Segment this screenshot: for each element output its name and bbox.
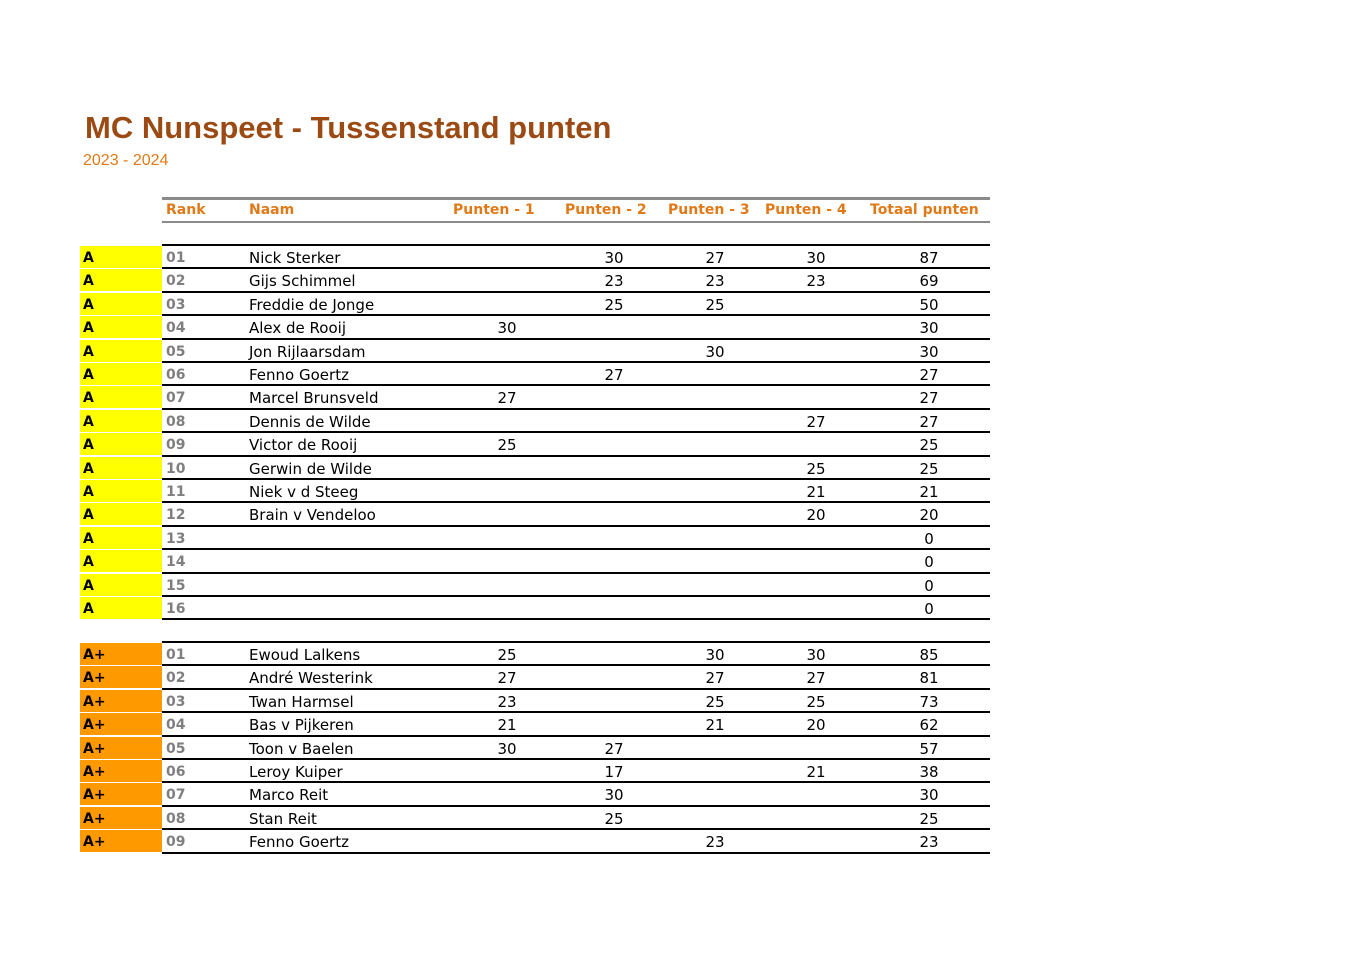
naam-cell: Leroy Kuiper bbox=[249, 763, 343, 781]
row-border bbox=[162, 688, 990, 690]
totaal-cell: 81 bbox=[919, 669, 939, 687]
naam-cell: Victor de Rooij bbox=[249, 436, 358, 454]
class-cell: A+ bbox=[80, 713, 162, 735]
totaal-cell: 69 bbox=[919, 272, 939, 290]
naam-cell: Niek v d Steeg bbox=[249, 483, 359, 501]
punten-3-cell: 27 bbox=[705, 249, 725, 267]
row-border bbox=[162, 548, 990, 550]
totaal-cell: 62 bbox=[919, 716, 939, 734]
naam-cell: Gerwin de Wilde bbox=[249, 460, 372, 478]
row-border bbox=[162, 478, 990, 480]
class-cell: A bbox=[80, 269, 162, 291]
totaal-cell: 27 bbox=[919, 413, 939, 431]
row-border bbox=[162, 384, 990, 386]
punten-2-cell: 25 bbox=[604, 810, 624, 828]
class-cell: A bbox=[80, 550, 162, 572]
row-border bbox=[162, 852, 990, 854]
totaal-cell: 27 bbox=[919, 389, 939, 407]
naam-cell: Marco Reit bbox=[249, 786, 329, 804]
naam-cell: Freddie de Jonge bbox=[249, 296, 375, 314]
punten-3-cell: 30 bbox=[705, 343, 725, 361]
row-border bbox=[162, 805, 990, 807]
class-cell: A bbox=[80, 503, 162, 525]
class-cell: A bbox=[80, 574, 162, 596]
punten-1-cell: 25 bbox=[497, 436, 517, 454]
totaal-cell: 73 bbox=[919, 693, 939, 711]
rank-cell: 04 bbox=[166, 320, 186, 336]
naam-cell: Alex de Rooij bbox=[249, 319, 346, 337]
rank-cell: 05 bbox=[166, 344, 186, 360]
rank-cell: 15 bbox=[166, 578, 186, 594]
punten-4-cell: 21 bbox=[806, 763, 826, 781]
class-cell: A bbox=[80, 386, 162, 408]
class-cell: A+ bbox=[80, 783, 162, 805]
row-border bbox=[162, 501, 990, 503]
naam-cell: Stan Reit bbox=[249, 810, 317, 828]
punten-4-cell: 30 bbox=[806, 646, 826, 664]
punten-4-cell: 25 bbox=[806, 693, 826, 711]
totaal-cell: 27 bbox=[919, 366, 939, 384]
punten-2-cell: 27 bbox=[604, 366, 624, 384]
punten-2-cell: 30 bbox=[604, 249, 624, 267]
punten-4-cell: 27 bbox=[806, 669, 826, 687]
row-border bbox=[162, 595, 990, 597]
header-top-border bbox=[162, 197, 990, 200]
punten-4-cell: 30 bbox=[806, 249, 826, 267]
class-cell: A bbox=[80, 316, 162, 338]
rank-cell: 04 bbox=[166, 717, 186, 733]
row-border bbox=[162, 431, 990, 433]
totaal-cell: 0 bbox=[924, 530, 934, 548]
row-border bbox=[162, 338, 990, 340]
punten-4-cell: 25 bbox=[806, 460, 826, 478]
naam-cell: Toon v Baelen bbox=[249, 740, 354, 758]
punten-1-cell: 30 bbox=[497, 740, 517, 758]
naam-cell: Bas v Pijkeren bbox=[249, 716, 354, 734]
row-border bbox=[162, 758, 990, 760]
rank-cell: 07 bbox=[166, 787, 186, 803]
naam-cell: Dennis de Wilde bbox=[249, 413, 371, 431]
rank-cell: 16 bbox=[166, 601, 186, 617]
class-cell: A bbox=[80, 340, 162, 362]
rank-cell: 07 bbox=[166, 390, 186, 406]
class-cell: A+ bbox=[80, 760, 162, 782]
punten-1-cell: 30 bbox=[497, 319, 517, 337]
naam-cell: Nick Sterker bbox=[249, 249, 341, 267]
naam-cell: Fenno Goertz bbox=[249, 833, 349, 851]
rank-cell: 06 bbox=[166, 367, 186, 383]
rank-cell: 10 bbox=[166, 461, 186, 477]
row-border bbox=[162, 618, 990, 620]
punten-2-cell: 27 bbox=[604, 740, 624, 758]
rank-cell: 05 bbox=[166, 741, 186, 757]
row-border bbox=[162, 664, 990, 666]
row-border bbox=[162, 828, 990, 830]
naam-cell: André Westerink bbox=[249, 669, 373, 687]
class-cell: A bbox=[80, 410, 162, 432]
rank-cell: 12 bbox=[166, 507, 186, 523]
page-title: MC Nunspeet - Tussenstand punten bbox=[85, 110, 612, 145]
rank-cell: 01 bbox=[166, 250, 186, 266]
rank-cell: 08 bbox=[166, 414, 186, 430]
punten-2-cell: 23 bbox=[604, 272, 624, 290]
totaal-cell: 57 bbox=[919, 740, 939, 758]
punten-2-cell: 17 bbox=[604, 763, 624, 781]
totaal-cell: 0 bbox=[924, 600, 934, 618]
rank-cell: 06 bbox=[166, 764, 186, 780]
naam-cell: Marcel Brunsveld bbox=[249, 389, 379, 407]
header-punten-1: Punten - 1 bbox=[453, 202, 535, 218]
class-cell: A+ bbox=[80, 690, 162, 712]
row-border bbox=[162, 408, 990, 410]
header-punten-3: Punten - 3 bbox=[668, 202, 750, 218]
totaal-cell: 38 bbox=[919, 763, 939, 781]
season-subtitle: 2023 - 2024 bbox=[83, 152, 169, 169]
rank-cell: 09 bbox=[166, 437, 186, 453]
class-cell: A+ bbox=[80, 666, 162, 688]
group-top-border bbox=[162, 244, 990, 246]
punten-3-cell: 21 bbox=[705, 716, 725, 734]
punten-2-cell: 25 bbox=[604, 296, 624, 314]
class-cell: A bbox=[80, 527, 162, 549]
punten-3-cell: 25 bbox=[705, 296, 725, 314]
totaal-cell: 30 bbox=[919, 343, 939, 361]
row-border bbox=[162, 361, 990, 363]
rank-cell: 02 bbox=[166, 273, 186, 289]
naam-cell: Twan Harmsel bbox=[249, 693, 354, 711]
class-cell: A+ bbox=[80, 737, 162, 759]
punten-1-cell: 25 bbox=[497, 646, 517, 664]
totaal-cell: 0 bbox=[924, 553, 934, 571]
punten-4-cell: 21 bbox=[806, 483, 826, 501]
class-cell: A bbox=[80, 293, 162, 315]
row-border bbox=[162, 711, 990, 713]
punten-1-cell: 27 bbox=[497, 389, 517, 407]
row-border bbox=[162, 267, 990, 269]
totaal-cell: 25 bbox=[919, 810, 939, 828]
rank-cell: 09 bbox=[166, 834, 186, 850]
group-top-border bbox=[162, 641, 990, 643]
rank-cell: 03 bbox=[166, 694, 186, 710]
punten-4-cell: 20 bbox=[806, 506, 826, 524]
header-bottom-border bbox=[162, 221, 990, 223]
totaal-cell: 30 bbox=[919, 786, 939, 804]
punten-3-cell: 25 bbox=[705, 693, 725, 711]
punten-1-cell: 21 bbox=[497, 716, 517, 734]
class-cell: A bbox=[80, 480, 162, 502]
totaal-cell: 23 bbox=[919, 833, 939, 851]
naam-cell: Ewoud Lalkens bbox=[249, 646, 361, 664]
class-cell: A+ bbox=[80, 830, 162, 852]
totaal-cell: 25 bbox=[919, 436, 939, 454]
punten-3-cell: 27 bbox=[705, 669, 725, 687]
class-cell: A bbox=[80, 246, 162, 268]
punten-3-cell: 23 bbox=[705, 833, 725, 851]
header-punten-2: Punten - 2 bbox=[565, 202, 647, 218]
naam-cell: Fenno Goertz bbox=[249, 366, 349, 384]
naam-cell: Gijs Schimmel bbox=[249, 272, 356, 290]
totaal-cell: 30 bbox=[919, 319, 939, 337]
class-cell: A+ bbox=[80, 643, 162, 665]
header-rank: Rank bbox=[166, 202, 206, 218]
totaal-cell: 0 bbox=[924, 577, 934, 595]
totaal-cell: 50 bbox=[919, 296, 939, 314]
class-cell: A bbox=[80, 597, 162, 619]
naam-cell: Brain v Vendeloo bbox=[249, 506, 376, 524]
totaal-cell: 21 bbox=[919, 483, 939, 501]
rank-cell: 13 bbox=[166, 531, 186, 547]
rank-cell: 14 bbox=[166, 554, 186, 570]
punten-3-cell: 30 bbox=[705, 646, 725, 664]
row-border bbox=[162, 572, 990, 574]
rank-cell: 02 bbox=[166, 670, 186, 686]
punten-3-cell: 23 bbox=[705, 272, 725, 290]
punten-4-cell: 27 bbox=[806, 413, 826, 431]
row-border bbox=[162, 455, 990, 457]
punten-1-cell: 23 bbox=[497, 693, 517, 711]
punten-2-cell: 30 bbox=[604, 786, 624, 804]
naam-cell: Jon Rijlaarsdam bbox=[249, 343, 366, 361]
rank-cell: 08 bbox=[166, 811, 186, 827]
totaal-cell: 25 bbox=[919, 460, 939, 478]
class-cell: A+ bbox=[80, 807, 162, 829]
totaal-cell: 20 bbox=[919, 506, 939, 524]
header-naam: Naam bbox=[249, 202, 295, 218]
rank-cell: 11 bbox=[166, 484, 186, 500]
rank-cell: 01 bbox=[166, 647, 186, 663]
header-totaal: Totaal punten bbox=[870, 202, 979, 218]
rank-cell: 03 bbox=[166, 297, 186, 313]
class-cell: A bbox=[80, 457, 162, 479]
row-border bbox=[162, 291, 990, 293]
header-punten-4: Punten - 4 bbox=[765, 202, 847, 218]
row-border bbox=[162, 735, 990, 737]
row-border bbox=[162, 314, 990, 316]
punten-4-cell: 23 bbox=[806, 272, 826, 290]
row-border bbox=[162, 781, 990, 783]
class-cell: A bbox=[80, 363, 162, 385]
punten-1-cell: 27 bbox=[497, 669, 517, 687]
punten-4-cell: 20 bbox=[806, 716, 826, 734]
class-cell: A bbox=[80, 433, 162, 455]
totaal-cell: 87 bbox=[919, 249, 939, 267]
row-border bbox=[162, 525, 990, 527]
totaal-cell: 85 bbox=[919, 646, 939, 664]
